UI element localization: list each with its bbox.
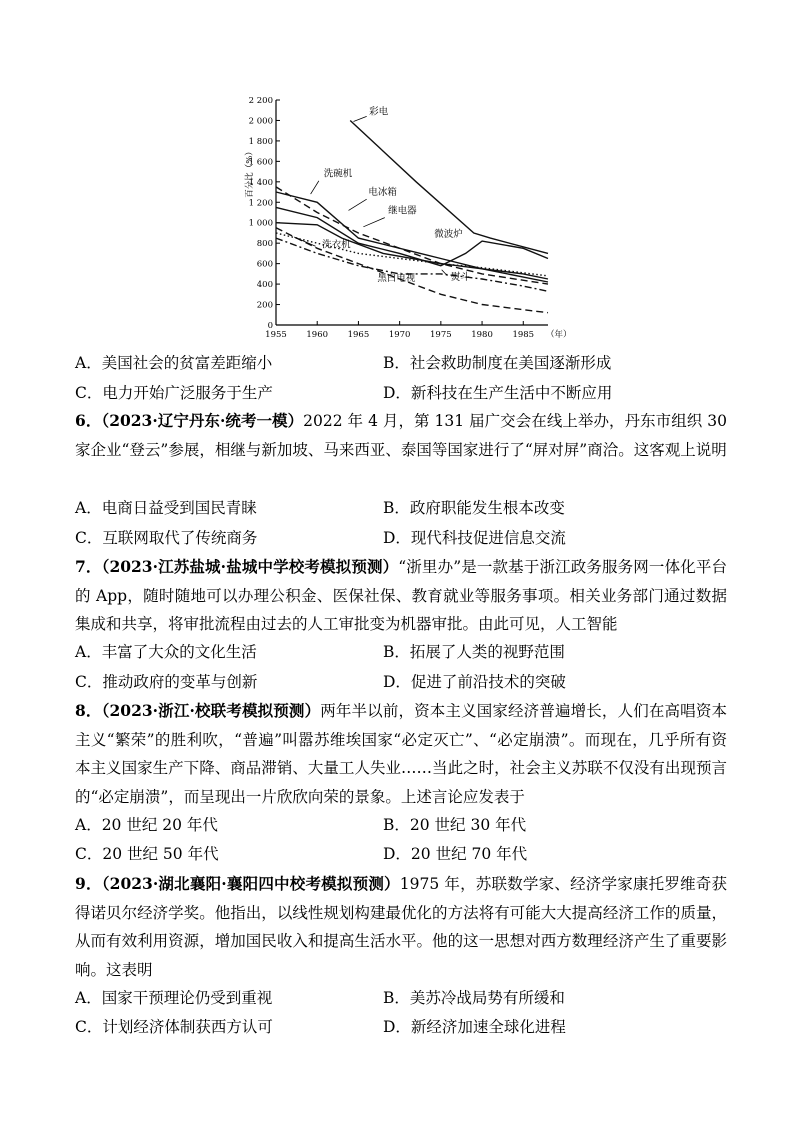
y-tick-label: 1 400 — [248, 177, 273, 188]
q5-option-c[interactable]: C．电力开始广泛服务于生产 — [75, 384, 273, 402]
question-text: 1975 年，苏联数学家、经济学家康托罗维奇获得诺贝尔经济学奖。他指出，以线性规划构建最优化的方法将有可能大大提高经济工作的质量，从而有效利用资源，增加国民收入和提高生活水平。他的这一思想对西方数理经济产生了重要影响。这表明 — [75, 875, 727, 979]
line-chart — [230, 92, 572, 348]
q9-option-a[interactable]: A．国家干预理论仍受到重视 — [75, 989, 273, 1007]
series-label: 黑白电视 — [377, 273, 416, 285]
series-line — [276, 233, 548, 276]
q6-option-c[interactable]: C．互联网取代了传统商务 — [75, 529, 258, 547]
series-label: 继电器 — [388, 205, 417, 217]
y-tick-label: 1 800 — [248, 136, 273, 147]
series-label: 熨斗 — [450, 272, 470, 283]
question-number: 8． — [75, 701, 102, 720]
q8-option-d[interactable]: D．20 世纪 70 年代 — [383, 845, 528, 863]
q9-option-d[interactable]: D．新经济加速全球化进程 — [383, 1018, 566, 1036]
y-tick-label: 2 000 — [248, 116, 273, 127]
question-number: 7． — [75, 557, 102, 576]
x-tick-label: 1965 — [347, 330, 370, 340]
chart-series-labels — [294, 105, 470, 284]
y-axis-label: 百分比（%） — [245, 147, 255, 198]
question-text: “浙里办”是一款基于浙江政务服务网一体化平台的 App，随时随地可以办理公积金、医保社保、教育就业等服务事项。相关业务部门通过数据集成和共享，将审批流程由过去的人工审批变为机器审批。由此可见，人工智能 — [75, 558, 727, 633]
question-number: 9． — [75, 874, 102, 893]
x-axis-unit: （年） — [546, 330, 572, 340]
q9-stem — [75, 870, 727, 984]
q8-stem — [75, 697, 727, 811]
series-label: 彩电 — [369, 106, 389, 118]
x-tick-label: 1955 — [265, 330, 287, 340]
q6-option-b[interactable]: B．政府职能发生根本改变 — [383, 499, 565, 517]
q6-option-d[interactable]: D．现代科技促进信息交流 — [383, 529, 566, 547]
x-tick-label: 1985 — [512, 330, 535, 340]
q6-option-a[interactable]: A．电商日益受到国民青睐 — [75, 499, 257, 517]
question-source: （2023·湖北襄阳·襄阳四中校考模拟预测） — [101, 874, 400, 893]
label-leader-line — [349, 199, 367, 210]
series-label: 微波炉 — [434, 229, 463, 241]
y-tick-label: 1 600 — [248, 157, 273, 168]
q7-option-d[interactable]: D．促进了前沿技术的突破 — [383, 673, 566, 691]
question-text: 两年半以前，资本主义国家经济普遍增长，人们在高唱资本主义“繁荣”的胜利吹，“普遍”叫嚣苏维埃国家“必定灭亡”、“必定崩溃”。而现在，几乎所有资本主义国家生产下降、商品滞销、大量工人失业……当此之时，社会主义苏联不仅没有出现预言的“必定崩溃”，而呈现出一片欣欣向荣的景象。上述言论应发表于 — [75, 702, 727, 806]
y-tick-label: 600 — [256, 259, 273, 270]
question-source: （2023·江苏盐城·盐城中学校考模拟预测） — [101, 557, 399, 576]
q9-option-b[interactable]: B．美苏冷战局势有所缓和 — [383, 989, 565, 1007]
x-tick-label: 1975 — [430, 330, 452, 340]
y-tick-label: 1 200 — [248, 198, 273, 209]
x-tick-label: 1980 — [471, 330, 493, 340]
y-tick-label: 2 200 — [248, 96, 273, 106]
q8-option-a[interactable]: A．20 世纪 20 年代 — [75, 816, 218, 834]
q8-option-b[interactable]: B．20 世纪 30 年代 — [383, 816, 527, 834]
series-label: 洗衣机 — [322, 239, 351, 251]
label-leader-line — [353, 116, 366, 121]
q7-option-c[interactable]: C．推动政府的变革与创新 — [75, 673, 258, 691]
q5-option-d[interactable]: D．新科技在生产生活中不断应用 — [383, 384, 613, 402]
question-source: （2023·辽宁丹东·统考一模） — [101, 411, 304, 430]
q9-option-c[interactable]: C．计划经济体制获西方认可 — [75, 1018, 273, 1036]
label-leader-line — [311, 181, 319, 194]
q7-option-a[interactable]: A．丰富了大众的文化生活 — [75, 643, 257, 661]
series-label: 洗碗机 — [323, 168, 353, 180]
q6-stem — [75, 407, 727, 464]
q5-option-b[interactable]: B．社会救助制度在美国逐渐形成 — [383, 354, 612, 372]
label-leader-line — [363, 218, 384, 227]
question-source: （2023·浙江·校联考模拟预测） — [101, 701, 321, 720]
x-tick-label: 1960 — [306, 330, 329, 340]
q7-stem — [75, 553, 727, 639]
q5-option-a[interactable]: A．美国社会的贫富差距缩小 — [75, 354, 273, 372]
question-number: 6． — [75, 411, 102, 430]
series-label: 电冰箱 — [368, 187, 397, 199]
y-tick-label: 1 000 — [248, 218, 273, 229]
q8-option-c[interactable]: C．20 世纪 50 年代 — [75, 845, 219, 863]
q7-option-b[interactable]: B．拓展了人类的视野范围 — [383, 643, 565, 661]
y-tick-label: 800 — [256, 239, 273, 250]
x-tick-label: 1970 — [388, 330, 411, 340]
label-leader-line — [442, 270, 448, 276]
y-tick-label: 400 — [256, 280, 273, 291]
chart-ticks — [244, 96, 572, 340]
question-text: 2022 年 4 月，第 131 届广交会在线上举办，丹东市组织 30 家企业“登云”参展，相继与新加坡、马来西亚、泰国等国家进行了“屏对屏”商洽。这客观上说明 — [75, 412, 727, 459]
y-tick-label: 200 — [256, 300, 273, 311]
series-line — [276, 228, 548, 313]
y-tick-label: 0 — [267, 321, 273, 331]
